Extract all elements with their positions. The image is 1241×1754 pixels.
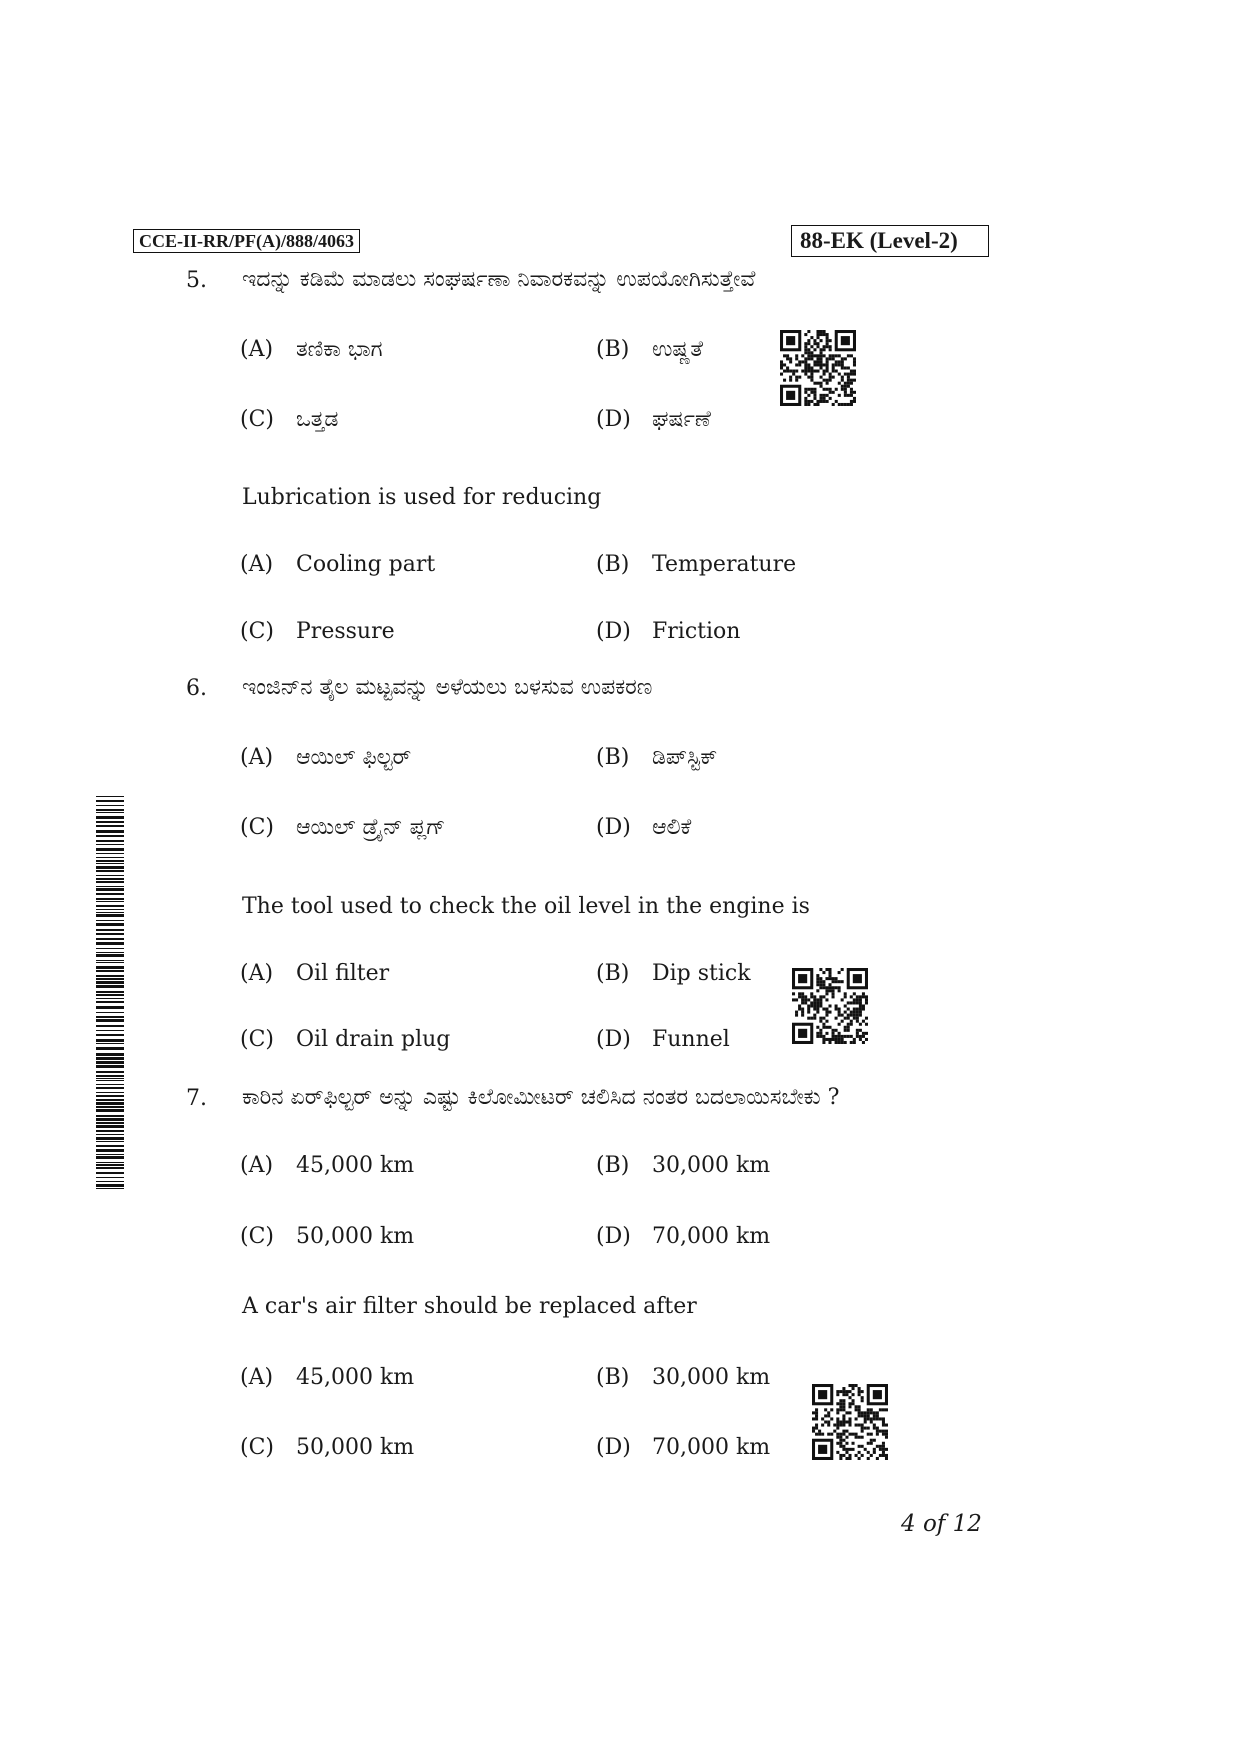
- option-text: Cooling part: [296, 552, 436, 577]
- option-b-kannada: [596, 336, 703, 364]
- question-number: 5.: [186, 268, 207, 293]
- question-text-english: Lubrication is used for reducing: [242, 485, 602, 510]
- option-b-english: [596, 551, 796, 579]
- option-label: (A): [240, 1153, 274, 1178]
- option-label: (D): [596, 407, 631, 432]
- option-text: Funnel: [652, 1027, 730, 1052]
- option-label: (C): [240, 1027, 274, 1052]
- option-label: (A): [240, 745, 274, 770]
- option-a-kannada: [240, 1152, 414, 1180]
- option-text: 30,000 km: [652, 1365, 771, 1390]
- option-label: (B): [596, 1153, 630, 1178]
- qr-code-icon: [780, 330, 856, 406]
- option-text: 45,000 km: [296, 1153, 415, 1178]
- option-text: Pressure: [296, 619, 395, 644]
- option-label: (A): [240, 961, 274, 986]
- option-text: Dip stick: [652, 961, 751, 986]
- option-label: (D): [596, 619, 631, 644]
- option-text: Friction: [652, 619, 741, 644]
- option-b-kannada: [596, 1152, 770, 1180]
- option-text: 70,000 km: [652, 1224, 771, 1249]
- option-b-kannada: [596, 744, 717, 772]
- option-label: (B): [596, 337, 630, 362]
- option-label: (C): [240, 407, 274, 432]
- option-label: (C): [240, 619, 274, 644]
- option-label: (D): [596, 1027, 631, 1052]
- option-d-kannada: [596, 1223, 770, 1251]
- option-text: ಆಲಿಕೆ: [652, 815, 692, 840]
- question-number: 6.: [186, 676, 207, 701]
- option-label: (C): [240, 815, 274, 840]
- option-b-english: [596, 960, 751, 988]
- option-label: (D): [596, 1224, 631, 1249]
- question-number: 7.: [186, 1086, 207, 1111]
- qr-code-icon: [792, 968, 868, 1044]
- option-text: 30,000 km: [652, 1153, 771, 1178]
- option-a-kannada: [240, 336, 383, 364]
- question-text-english: The tool used to check the oil level in the engine is: [242, 894, 810, 919]
- option-c-kannada: [240, 406, 338, 434]
- option-label: (B): [596, 552, 630, 577]
- option-text: ಉಷ್ಣತೆ: [652, 337, 703, 362]
- option-c-kannada: [240, 814, 445, 842]
- option-a-english: [240, 1364, 414, 1392]
- option-text: Oil filter: [296, 961, 390, 986]
- option-label: (A): [240, 1365, 274, 1390]
- option-c-english: [240, 618, 395, 646]
- question-text-kannada: ಇಂಜಿನ್‌ನ ತೈಲ ಮಟ್ಟವನ್ನು ಅಳೆಯಲು ಬಳಸುವ ಉಪಕರಣ: [242, 675, 653, 700]
- question-text-english: A car's air filter should be replaced after: [242, 1294, 697, 1319]
- option-label: (B): [596, 961, 630, 986]
- option-d-english: [596, 618, 740, 646]
- option-d-english: [596, 1026, 730, 1054]
- question-text-kannada: ಇದನ್ನು ಕಡಿಮೆ ಮಾಡಲು ಸಂಘರ್ಷಣಾ ನಿವಾರಕವನ್ನು ಉಪಯೋಗಿಸುತ್ತೇವೆ: [242, 267, 756, 292]
- option-label: (D): [596, 815, 631, 840]
- option-d-english: [596, 1434, 770, 1462]
- option-text: 45,000 km: [296, 1365, 415, 1390]
- option-label: (B): [596, 1365, 630, 1390]
- option-text: 50,000 km: [296, 1224, 415, 1249]
- option-text: ಆಯಿಲ್ ಡ್ರೈನ್ ಪ್ಲಗ್: [296, 815, 446, 840]
- option-label: (C): [240, 1224, 274, 1249]
- option-a-kannada: [240, 744, 411, 772]
- option-text: ತಣಿಕಾ ಭಾಗ: [296, 337, 383, 362]
- option-label: (B): [596, 745, 630, 770]
- option-c-english: [240, 1026, 450, 1054]
- option-b-english: [596, 1364, 770, 1392]
- option-c-kannada: [240, 1223, 414, 1251]
- option-a-english: [240, 551, 435, 579]
- option-d-kannada: [596, 814, 691, 842]
- option-text: ಘರ್ಷಣೆ: [652, 407, 711, 432]
- option-text: ಆಯಿಲ್ ಫಿಲ್ಟರ್: [296, 745, 412, 770]
- option-text: 50,000 km: [296, 1435, 415, 1460]
- option-text: Temperature: [652, 552, 797, 577]
- option-text: ಒತ್ತಡ: [296, 407, 339, 432]
- option-label: (C): [240, 1435, 274, 1460]
- paper-code: CCE-II-RR/PF(A)/888/4063: [133, 229, 360, 253]
- side-barcode: [96, 796, 124, 1192]
- paper-level: 88-EK (Level-2): [791, 225, 989, 257]
- option-text: ಡಿಪ್‌ಸ್ಟಿಕ್: [652, 745, 718, 770]
- qr-code-icon: [812, 1384, 888, 1460]
- option-d-kannada: [596, 406, 711, 434]
- option-label: (A): [240, 337, 274, 362]
- option-c-english: [240, 1434, 414, 1462]
- option-label: (A): [240, 552, 274, 577]
- option-label: (D): [596, 1435, 631, 1460]
- option-text: 70,000 km: [652, 1435, 771, 1460]
- page-number: 4 of 12: [901, 1511, 982, 1537]
- option-text: Oil drain plug: [296, 1027, 451, 1052]
- question-text-kannada: ಕಾರಿನ ಏರ್‌ಫಿಲ್ಟರ್ ಅನ್ನು ಎಷ್ಟು ಕಿಲೋಮೀಟರ್ ಚಲಿಸಿದ ನಂತರ ಬದಲಾಯಿಸಬೇಕು ?: [242, 1085, 840, 1110]
- option-a-english: [240, 960, 389, 988]
